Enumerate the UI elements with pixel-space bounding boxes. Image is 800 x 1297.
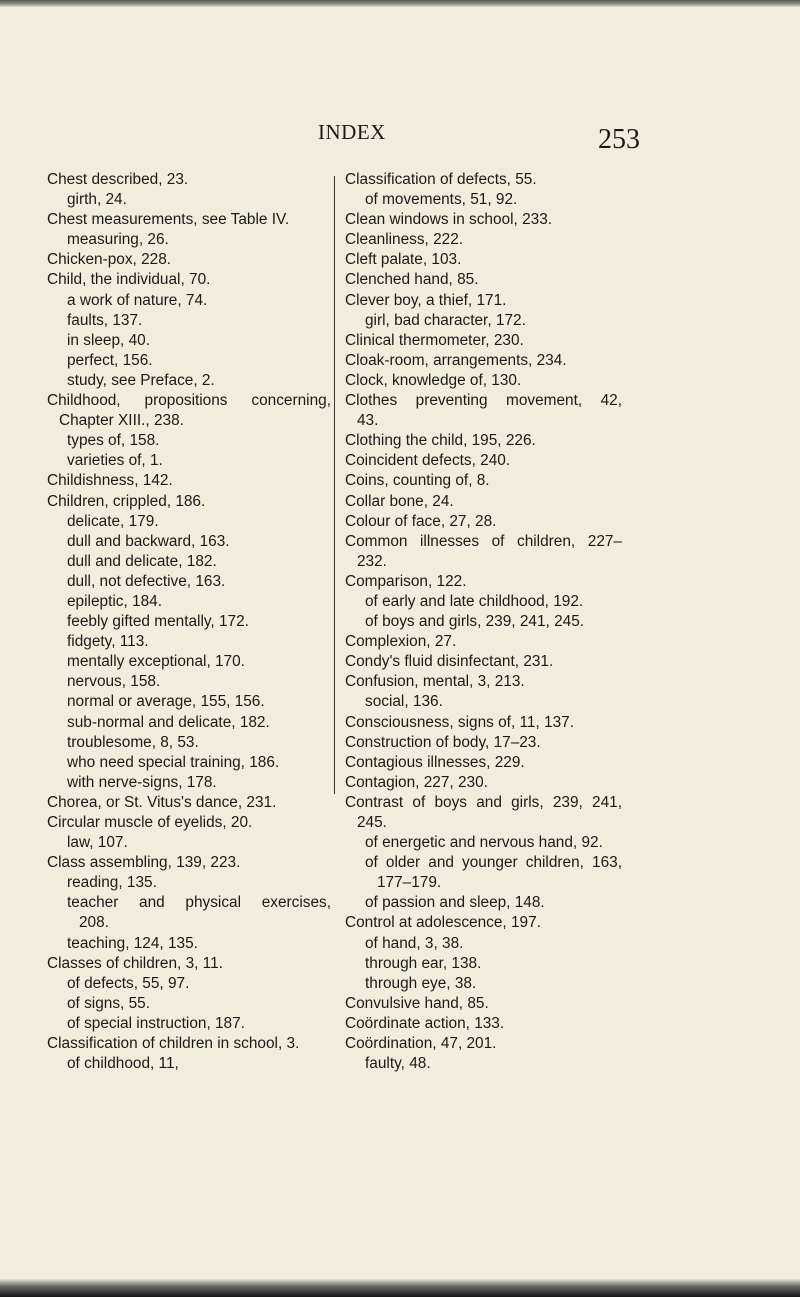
entry-text: Cleanliness, 222. — [345, 231, 464, 249]
entry-text: Consciousness, signs of, 11, 137. — [345, 713, 574, 731]
column-divider — [334, 176, 335, 794]
entry-text: mentally exceptional, 170. — [67, 653, 245, 671]
index-subentry — [47, 612, 331, 632]
entry-text: Coördinate action, 133. — [345, 1014, 505, 1032]
entry-text: Childishness, 142. — [47, 472, 173, 490]
index-entry — [47, 250, 331, 270]
entry-text: through eye, 38. — [365, 974, 477, 992]
index-entry — [47, 391, 331, 431]
entry-text: feebly gifted mentally, 172. — [67, 613, 249, 631]
entry-text: Chorea, or St. Vitus's dance, 231. — [47, 793, 277, 811]
index-subentry — [47, 512, 331, 532]
entry-text: through ear, 138. — [365, 954, 482, 972]
entry-continuation: 177–179. — [377, 874, 442, 892]
index-entry — [345, 371, 622, 391]
index-subentry — [345, 1054, 622, 1074]
index-subentry — [47, 572, 331, 592]
entry-text: sub-normal and delicate, 182. — [67, 713, 270, 731]
entry-text: who need special training, 186. — [67, 753, 280, 771]
entry-text: of special instruction, 187. — [67, 1014, 245, 1032]
entry-text: Comparison, 122. — [345, 572, 467, 590]
entry-text: of passion and sleep, 148. — [365, 894, 545, 912]
index-entry — [345, 170, 622, 190]
index-entry — [47, 1034, 331, 1054]
entry-text: Coins, counting of, 8. — [345, 472, 490, 490]
entry-text: Contagion, 227, 230. — [345, 773, 488, 791]
index-entry — [345, 431, 622, 451]
index-entry — [345, 672, 622, 692]
entry-text: Chest measurements, see Table IV. — [47, 211, 290, 229]
index-subentry — [47, 230, 331, 250]
entry-text: study, see Preface, 2. — [67, 371, 215, 389]
index-entry — [345, 1034, 622, 1054]
entry-text: reading, 135. — [67, 874, 157, 892]
index-entry — [47, 471, 331, 491]
index-entry — [345, 733, 622, 753]
entry-continuation: 208. — [79, 914, 109, 932]
entry-text: teacher and physical exercises, — [67, 894, 331, 912]
entry-continuation: 232. — [357, 552, 387, 570]
index-entry — [345, 391, 622, 431]
index-subentry — [345, 954, 622, 974]
entry-text: Circular muscle of eyelids, 20. — [47, 814, 253, 831]
entry-continuation: 43. — [357, 412, 379, 430]
entry-text: in sleep, 40. — [67, 331, 150, 349]
index-subentry — [345, 853, 622, 893]
index-entry — [345, 1014, 622, 1034]
entry-text: troublesome, 8, 53. — [67, 733, 199, 751]
entry-text: Clothes preventing movement, 42, — [345, 392, 622, 410]
entry-text: epileptic, 184. — [67, 592, 162, 610]
entry-text: Clenched hand, 85. — [345, 271, 479, 289]
index-entry — [345, 632, 622, 652]
entry-text: Chicken-pox, 228. — [47, 251, 172, 269]
entry-text: Cleft palate, 103. — [345, 251, 462, 269]
entry-text: Chest described, 23. — [47, 171, 189, 188]
index-subentry — [47, 291, 331, 311]
entry-text: Confusion, mental, 3, 213. — [345, 673, 525, 691]
entry-text: Construction of body, 17–23. — [345, 733, 541, 751]
entry-text: faults, 137. — [67, 311, 143, 329]
index-entry — [345, 250, 622, 270]
index-subentry — [47, 994, 331, 1014]
index-entry — [345, 773, 622, 793]
entry-continuation: 245. — [357, 814, 387, 831]
entry-text: faulty, 48. — [365, 1055, 431, 1073]
entry-text: of movements, 51, 92. — [365, 191, 518, 209]
index-column-left — [47, 170, 331, 1074]
entry-text: of defects, 55, 97. — [67, 974, 190, 992]
index-subentry — [47, 773, 331, 793]
index-subentry — [345, 974, 622, 994]
index-subentry — [47, 974, 331, 994]
entry-text: Clinical thermometer, 230. — [345, 331, 524, 349]
index-subentry — [47, 592, 331, 612]
index-subentry — [47, 311, 331, 331]
index-entry — [345, 793, 622, 833]
entry-text: Clock, knowledge of, 130. — [345, 371, 522, 389]
entry-text: with nerve-signs, 178. — [67, 773, 217, 791]
index-subentry — [47, 431, 331, 451]
entry-text: Classification of defects, 55. — [345, 171, 537, 188]
index-entry — [47, 210, 331, 230]
entry-text: Classification of children in school, 3. — [47, 1035, 300, 1053]
index-entry — [345, 532, 622, 572]
entry-text: Classes of children, 3, 11. — [47, 954, 223, 972]
entry-text: Collar bone, 24. — [345, 492, 454, 510]
entry-text: normal or average, 155, 156. — [67, 693, 265, 711]
index-subentry — [345, 190, 622, 210]
index-entry — [47, 270, 331, 290]
index-column-right — [345, 170, 622, 1074]
index-subentry — [47, 532, 331, 552]
entry-text: of older and younger children, 163, — [365, 854, 622, 872]
entry-text: of early and late childhood, 192. — [365, 592, 584, 610]
entry-text: a work of nature, 74. — [67, 291, 208, 309]
entry-text: Cloak-room, arrangements, 234. — [345, 351, 567, 369]
index-subentry — [47, 733, 331, 753]
entry-text: of boys and girls, 239, 241, 245. — [365, 613, 585, 631]
entry-text: Clever boy, a thief, 171. — [345, 291, 507, 309]
index-entry — [345, 451, 622, 471]
index-subentry — [47, 351, 331, 371]
entry-text: fidgety, 113. — [67, 633, 149, 651]
entry-text: perfect, 156. — [67, 351, 153, 369]
entry-text: Condy's fluid disinfectant, 231. — [345, 653, 554, 671]
entry-text: delicate, 179. — [67, 512, 159, 530]
entry-text: Contagious illnesses, 229. — [345, 753, 525, 771]
index-subentry — [345, 934, 622, 954]
index-entry — [345, 492, 622, 512]
index-entry — [345, 753, 622, 773]
index-entry — [345, 572, 622, 592]
index-entry — [47, 813, 331, 833]
index-subentry — [47, 371, 331, 391]
index-entry — [345, 270, 622, 290]
entry-text: Class assembling, 139, 223. — [47, 854, 241, 872]
entry-text: Contrast of boys and girls, 239, 241, — [345, 793, 622, 811]
entry-text: measuring, 26. — [67, 231, 169, 249]
entry-text: Childhood, propositions concerning, — [47, 392, 331, 410]
index-subentry — [345, 592, 622, 612]
page-bottom-edge — [0, 1279, 800, 1297]
entry-text: social, 136. — [365, 693, 443, 711]
entry-text: Complexion, 27. — [345, 633, 457, 651]
index-subentry — [47, 652, 331, 672]
index-subentry — [47, 552, 331, 572]
entry-text: dull and delicate, 182. — [67, 552, 217, 570]
index-subentry — [47, 753, 331, 773]
entry-text: Clothing the child, 195, 226. — [345, 432, 536, 450]
entry-text: Coördination, 47, 201. — [345, 1035, 497, 1053]
index-subentry — [47, 873, 331, 893]
index-entry — [47, 954, 331, 974]
index-entry — [345, 713, 622, 733]
entry-text: of hand, 3, 38. — [365, 934, 464, 952]
page-top-edge — [0, 0, 800, 7]
index-subentry — [345, 612, 622, 632]
index-entry — [47, 170, 331, 190]
entry-text: dull and backward, 163. — [67, 532, 230, 550]
index-entry — [345, 351, 622, 371]
index-entry — [345, 471, 622, 491]
index-entry — [47, 492, 331, 512]
entry-text: Convulsive hand, 85. — [345, 994, 489, 1012]
index-subentry — [345, 893, 622, 913]
index-subentry — [47, 451, 331, 471]
index-entry — [345, 291, 622, 311]
entry-text: Children, crippled, 186. — [47, 492, 206, 510]
entry-text: of signs, 55. — [67, 994, 150, 1012]
index-entry — [345, 230, 622, 250]
entry-text: of energetic and nervous hand, 92. — [365, 834, 603, 852]
entry-text: teaching, 124, 135. — [67, 934, 198, 952]
index-subentry — [47, 692, 331, 712]
index-subentry — [47, 833, 331, 853]
index-subentry — [47, 1054, 331, 1074]
entry-text: Child, the individual, 70. — [47, 271, 211, 289]
index-subentry — [47, 893, 331, 933]
running-head: INDEX — [318, 120, 386, 144]
index-entry — [345, 913, 622, 933]
index-subentry — [47, 190, 331, 210]
index-entry — [345, 210, 622, 230]
index-subentry — [47, 1014, 331, 1034]
index-subentry — [47, 934, 331, 954]
index-entry — [345, 994, 622, 1014]
index-subentry — [47, 331, 331, 351]
entry-text: law, 107. — [67, 834, 128, 852]
entry-text: girth, 24. — [67, 191, 127, 209]
entry-text: types of, 158. — [67, 432, 160, 450]
entry-text: of childhood, 11, — [67, 1055, 179, 1073]
index-entry — [345, 652, 622, 672]
index-entry — [345, 512, 622, 532]
index-subentry — [345, 311, 622, 331]
entry-text: Clean windows in school, 233. — [345, 211, 553, 229]
index-entry — [47, 793, 331, 813]
entry-text: Control at adolescence, 197. — [345, 914, 541, 932]
index-subentry — [47, 672, 331, 692]
entry-text: dull, not defective, 163. — [67, 572, 226, 590]
entry-text: girl, bad character, 172. — [365, 311, 526, 329]
entry-text: nervous, 158. — [67, 673, 161, 691]
entry-text: Colour of face, 27, 28. — [345, 512, 497, 530]
page-header — [0, 120, 800, 160]
index-subentry — [345, 833, 622, 853]
entry-text: Coincident defects, 240. — [345, 452, 511, 470]
index-subentry — [47, 713, 331, 733]
index-entry — [345, 331, 622, 351]
index-subentry — [345, 692, 622, 712]
entry-text: Common illnesses of children, 227– — [345, 532, 622, 550]
entry-continuation: Chapter XIII., 238. — [59, 412, 184, 430]
index-entry — [47, 853, 331, 873]
index-subentry — [47, 632, 331, 652]
page-number: 253 — [598, 124, 640, 155]
entry-text: varieties of, 1. — [67, 452, 163, 470]
